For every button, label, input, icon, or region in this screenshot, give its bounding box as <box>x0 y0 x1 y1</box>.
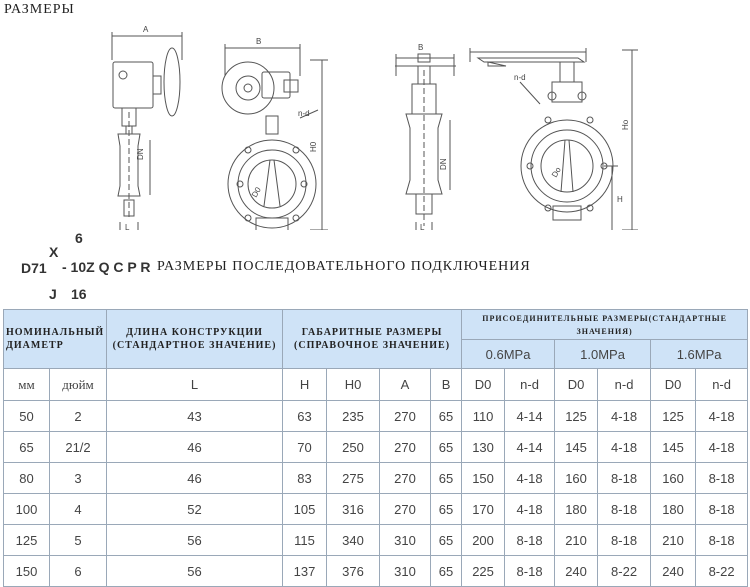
table-cell: 50 <box>4 401 50 432</box>
table-cell: 4-18 <box>505 494 555 525</box>
table-cell: 52 <box>107 494 283 525</box>
table-cell: 65 <box>431 494 462 525</box>
dim-label: H <box>617 195 623 204</box>
header-nominal: НОМИНАЛЬНЫЙ ДИАМЕТР <box>4 310 107 369</box>
dim-label: H0 <box>309 141 318 152</box>
dimensions-table <box>3 309 748 587</box>
table-cell: 170 <box>462 494 505 525</box>
subheader-cell: n-d <box>505 369 555 401</box>
page-title: РАЗМЕРЫ <box>4 2 75 17</box>
table-row <box>4 401 748 432</box>
table-cell: 210 <box>555 525 598 556</box>
code-suffix: - 10Z Q C P R <box>62 259 151 275</box>
table-cell: 6 <box>50 556 107 587</box>
table-cell: 65 <box>431 432 462 463</box>
table-cell: 240 <box>651 556 696 587</box>
table-row <box>4 556 748 587</box>
table-cell: 3 <box>50 463 107 494</box>
table-cell: 8-18 <box>696 494 748 525</box>
table-cell: 5 <box>50 525 107 556</box>
table-cell: 145 <box>555 432 598 463</box>
subheader-cell: n-d <box>696 369 748 401</box>
table-cell: 4-14 <box>505 432 555 463</box>
table-cell: 8-18 <box>598 463 651 494</box>
dim-label: A <box>143 25 149 34</box>
table-cell: 376 <box>327 556 380 587</box>
dim-label: DN <box>136 148 145 160</box>
table-cell: 4-18 <box>598 401 651 432</box>
table-cell: 275 <box>327 463 380 494</box>
table-cell: 180 <box>651 494 696 525</box>
table-cell: 150 <box>4 556 50 587</box>
dim-label: L <box>125 223 130 230</box>
table-cell: 310 <box>380 556 431 587</box>
drawing-side-gear <box>112 32 182 230</box>
code-j: J <box>49 286 57 302</box>
dim-label: n-d <box>514 73 526 82</box>
code-description: РАЗМЕРЫ ПОСЛЕДОВАТЕЛЬНОГО ПОДКЛЮЧЕНИЯ <box>157 259 531 274</box>
table-cell: 4-14 <box>505 401 555 432</box>
table-cell: 46 <box>107 463 283 494</box>
table-cell: 270 <box>380 463 431 494</box>
table-cell: 310 <box>380 525 431 556</box>
table-cell: 110 <box>462 401 505 432</box>
header-length: ДЛИНА КОНСТРУКЦИИ (СТАНДАРТНОЕ ЗНАЧЕНИЕ) <box>107 310 283 369</box>
table-cell: 105 <box>283 494 327 525</box>
dim-label: D0 <box>249 185 263 199</box>
valve-drawings <box>0 20 750 230</box>
header-overall: ГАБАРИТНЫЕ РАЗМЕРЫ (СПРАВОЧНОЕ ЗНАЧЕНИЕ) <box>283 310 462 369</box>
drawing-front-gear <box>222 44 328 230</box>
subheader-cell: A <box>380 369 431 401</box>
table-cell: 56 <box>107 525 283 556</box>
dim-label: B <box>256 37 262 46</box>
dim-label: B <box>418 43 424 52</box>
table-cell: 270 <box>380 432 431 463</box>
table-cell: 145 <box>651 432 696 463</box>
table-cell: 4-18 <box>696 401 748 432</box>
table-cell: 340 <box>327 525 380 556</box>
dim-label: DN <box>439 158 448 170</box>
code-sixteen: 16 <box>71 286 87 302</box>
table-cell: 130 <box>462 432 505 463</box>
table-cell: 270 <box>380 401 431 432</box>
table-cell: 270 <box>380 494 431 525</box>
table-cell: 150 <box>462 463 505 494</box>
table-cell: 4 <box>50 494 107 525</box>
table-cell: 125 <box>555 401 598 432</box>
table-cell: 240 <box>555 556 598 587</box>
subheader-cell: H <box>283 369 327 401</box>
table-cell: 80 <box>4 463 50 494</box>
dim-label: Ho <box>621 119 630 130</box>
dim-label: Do <box>549 165 563 179</box>
table-cell: 56 <box>107 556 283 587</box>
table-cell: 2 <box>50 401 107 432</box>
table-cell: 21/2 <box>50 432 107 463</box>
table-cell: 8-18 <box>505 525 555 556</box>
subheader-cell: n-d <box>598 369 651 401</box>
drawing-front-lever <box>470 48 638 230</box>
drawing-side-lever <box>395 54 456 230</box>
table-cell: 125 <box>4 525 50 556</box>
model-code <box>0 228 750 304</box>
dim-label: n-d <box>298 109 310 118</box>
table-cell: 8-18 <box>696 525 748 556</box>
pressure-1-0: 1.0MPa <box>555 340 651 369</box>
pressure-1-6: 1.6MPa <box>651 340 748 369</box>
table-cell: 8-18 <box>505 556 555 587</box>
subheader-cell: B <box>431 369 462 401</box>
table-cell: 70 <box>283 432 327 463</box>
table-cell: 4-18 <box>696 432 748 463</box>
code-prefix: D71 <box>21 260 47 276</box>
table-cell: 160 <box>651 463 696 494</box>
table-cell: 250 <box>327 432 380 463</box>
table-row <box>4 432 748 463</box>
subheader-cell: дюйм <box>50 369 107 401</box>
dim-label: L <box>420 223 425 230</box>
code-x: X <box>49 244 59 260</box>
table-cell: 43 <box>107 401 283 432</box>
table-cell: 180 <box>555 494 598 525</box>
table-row <box>4 463 748 494</box>
header-connection: ПРИСОЕДИНИТЕЛЬНЫЕ РАЗМЕРЫ(СТАНДАРТНЫЕ ЗНАЧЕНИЯ) <box>462 310 748 340</box>
table-cell: 65 <box>431 556 462 587</box>
table-cell: 65 <box>431 525 462 556</box>
subheader-cell: D0 <box>462 369 505 401</box>
table-cell: 160 <box>555 463 598 494</box>
table-cell: 210 <box>651 525 696 556</box>
table-cell: 200 <box>462 525 505 556</box>
table-cell: 65 <box>431 463 462 494</box>
table-cell: 65 <box>431 401 462 432</box>
table-cell: 100 <box>4 494 50 525</box>
code-six: 6 <box>75 230 83 246</box>
pressure-0-6: 0.6MPa <box>462 340 555 369</box>
table-cell: 65 <box>4 432 50 463</box>
table-cell: 83 <box>283 463 327 494</box>
table-cell: 125 <box>651 401 696 432</box>
subheader-cell: мм <box>4 369 50 401</box>
table-cell: 316 <box>327 494 380 525</box>
table-cell: 63 <box>283 401 327 432</box>
table-cell: 4-18 <box>505 463 555 494</box>
subheader-cell: L <box>107 369 283 401</box>
subheader-cell: H0 <box>327 369 380 401</box>
table-row <box>4 494 748 525</box>
table-cell: 8-18 <box>696 463 748 494</box>
table-cell: 4-18 <box>598 432 651 463</box>
table-cell: 137 <box>283 556 327 587</box>
table-cell: 115 <box>283 525 327 556</box>
table-cell: 225 <box>462 556 505 587</box>
subheader-cell: D0 <box>651 369 696 401</box>
subheader-row <box>4 369 748 401</box>
table-cell: 235 <box>327 401 380 432</box>
table-body <box>4 401 748 587</box>
subheader-cell: D0 <box>555 369 598 401</box>
table-cell: 8-22 <box>696 556 748 587</box>
table-cell: 46 <box>107 432 283 463</box>
table-cell: 8-18 <box>598 494 651 525</box>
table-cell: 8-18 <box>598 525 651 556</box>
table-cell: 8-22 <box>598 556 651 587</box>
table-row <box>4 525 748 556</box>
